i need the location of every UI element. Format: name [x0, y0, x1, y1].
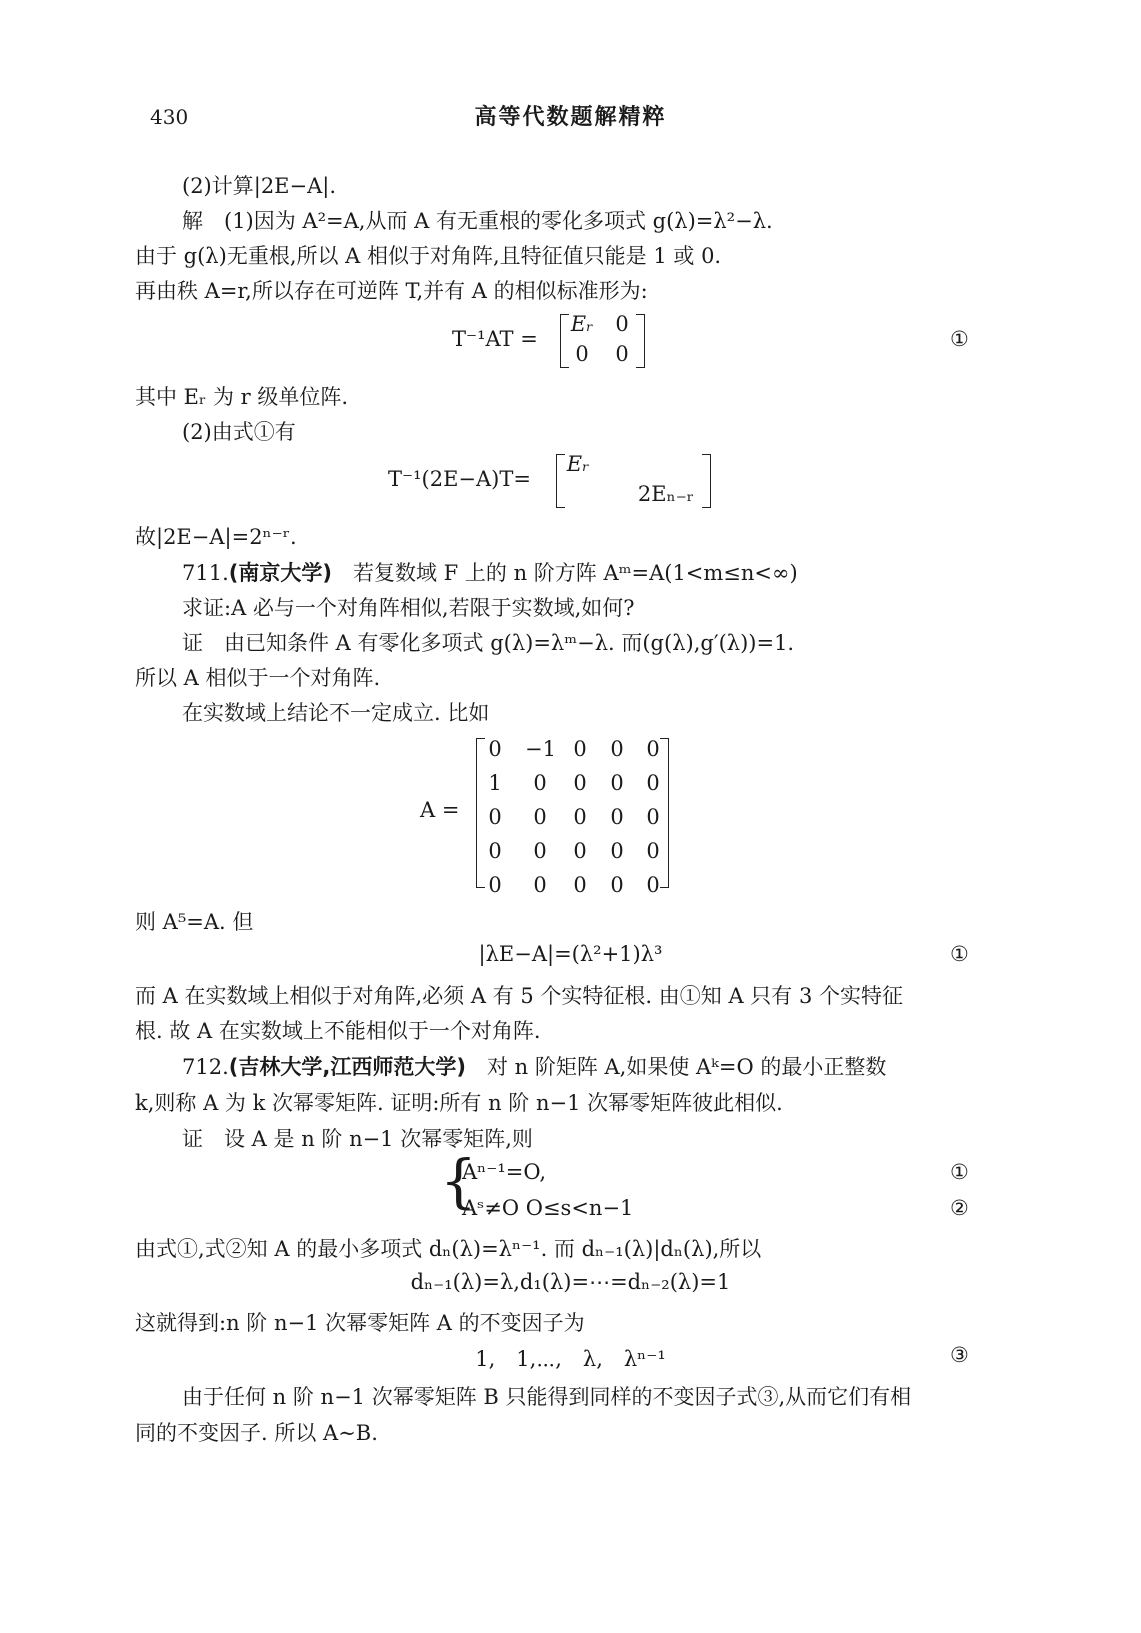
text-line: k,则称 A 为 k 次幂零矩阵. 证明:所有 n 阶 n−1 次幂零矩阵彼此相似. [135, 1091, 783, 1115]
equation-number: ① [950, 942, 969, 966]
matrix-right-bracket [636, 314, 645, 368]
text-line: 这就得到:n 阶 n−1 次幂零矩阵 A 的不变因子为 [135, 1311, 585, 1335]
text-line: 求证:A 必与一个对角阵相似,若限于实数域,如何? [182, 596, 635, 620]
matrix-cell: 0 [533, 805, 547, 829]
matrix-cell: 0 [610, 737, 624, 761]
problem-number: 711. [182, 561, 229, 585]
matrix-cell: 0 [646, 737, 660, 761]
equation-2 [388, 452, 718, 510]
equation-number: ① [950, 1160, 969, 1184]
matrix-cell: 0 [610, 805, 624, 829]
matrix-cell: 0 [573, 873, 587, 897]
matrix-cell: 0 [533, 771, 547, 795]
problem-source: (吉林大学,江西师范大学) [228, 1055, 466, 1079]
equation-number: ① [950, 327, 969, 351]
matrix-cell: 0 [615, 342, 629, 366]
equation-4: |λE−A|=(λ²+1)λ³ [478, 942, 663, 966]
text-line: 由于任何 n 阶 n−1 次幂零矩阵 B 只能得到同样的不变因子式③,从而它们有相 [182, 1385, 912, 1409]
matrix-cell: 0 [573, 771, 587, 795]
matrix-cell: 0 [610, 771, 624, 795]
problem-statement: 若复数域 F 上的 n 阶方阵 Aᵐ=A(1<m≤n<∞) [352, 561, 798, 585]
matrix-cell: 1 [488, 771, 502, 795]
equation-3 [420, 735, 680, 895]
matrix-cell: 0 [610, 873, 624, 897]
problem-712-line [182, 1051, 886, 1081]
matrix-right-bracket [702, 454, 711, 508]
text-line: 由式①,式②知 A 的最小多项式 dₙ(λ)=λⁿ⁻¹. 而 dₙ₋₁(λ)|dₙ(λ),所以 [135, 1237, 762, 1261]
equation-1 [452, 312, 652, 370]
matrix-cell: 0 [646, 873, 660, 897]
text-line: 而 A 在实数域上相似于对角阵,必须 A 有 5 个实特征根. 由①知 A 只有 3 个实特征 [135, 984, 903, 1008]
text-line: 证 由已知条件 A 有零化多项式 g(λ)=λᵐ−λ. 而(g(λ),g′(λ))=1. [182, 631, 795, 655]
matrix-cell: 2Eₙ₋ᵣ [637, 482, 695, 506]
matrix-cell: −1 [525, 737, 556, 761]
matrix-cell: 0 [573, 737, 587, 761]
equation-lhs: T⁻¹(2E−A)T= [388, 467, 531, 491]
problem-number: 712. [182, 1055, 229, 1079]
text-line: 再由秩 A=r,所以存在可逆阵 T,并有 A 的相似标准形为: [135, 279, 648, 303]
text-line: 在实数域上结论不一定成立. 比如 [182, 701, 490, 725]
system-brace: { [440, 1147, 477, 1215]
matrix-cell: 0 [488, 805, 502, 829]
equation-lhs: A = [420, 798, 460, 822]
text-line: 解 (1)因为 A²=A,从而 A 有无重根的零化多项式 g(λ)=λ²−λ. [182, 209, 773, 233]
equation-5: dₙ₋₁(λ)=λ,d₁(λ)=⋯=dₙ₋₂(λ)=1 [410, 1270, 731, 1294]
equation-6: 1, 1,⋯, λ, λⁿ⁻¹ [475, 1347, 666, 1371]
page-number: 430 [150, 105, 189, 129]
text-line: 则 A⁵=A. 但 [135, 910, 254, 934]
matrix-cell: 0 [488, 737, 502, 761]
problem-711-line [182, 557, 798, 587]
matrix-cell: 0 [533, 839, 547, 863]
text-line: 同的不变因子. 所以 A∼B. [135, 1421, 378, 1445]
text-line: 证 设 A 是 n 阶 n−1 次幂零矩阵,则 [182, 1127, 533, 1151]
problem-statement: 对 n 阶矩阵 A,如果使 Aᵏ=O 的最小正整数 [486, 1055, 887, 1079]
matrix-cell: 0 [646, 805, 660, 829]
matrix-cell: 0 [575, 342, 589, 366]
text-line: 故|2E−A|=2ⁿ⁻ʳ. [135, 525, 297, 549]
matrix-cell: 0 [573, 839, 587, 863]
running-header-title: 高等代数题解精粹 [474, 105, 667, 130]
text-line: 由于 g(λ)无重根,所以 A 相似于对角阵,且特征值只能是 1 或 0. [135, 244, 722, 268]
matrix-cell: 0 [533, 873, 547, 897]
text-line: 其中 Eᵣ 为 r 级单位阵. [135, 385, 349, 409]
matrix-cell: 0 [573, 805, 587, 829]
equation-number: ③ [950, 1343, 969, 1367]
equation-lhs: T⁻¹AT = [452, 327, 538, 351]
matrix-cell: 0 [488, 873, 502, 897]
problem-source: (南京大学) [228, 561, 332, 585]
text-line: 所以 A 相似于一个对角阵. [135, 666, 381, 690]
matrix-cell: 0 [646, 771, 660, 795]
text-line: (2)计算|2E−A|. [182, 174, 337, 198]
matrix-cell: 0 [615, 312, 629, 336]
matrix-cell: 0 [488, 839, 502, 863]
matrix-cell: 0 [610, 839, 624, 863]
matrix-cell: Eᵣ [570, 312, 594, 336]
matrix-right-bracket [660, 738, 669, 888]
text-line: (2)由式①有 [182, 420, 296, 444]
matrix-cell: Eᵣ [566, 452, 590, 476]
system-line-1: Aⁿ⁻¹=O, [462, 1160, 547, 1184]
text-line: 根. 故 A 在实数域上不能相似于一个对角阵. [135, 1019, 541, 1043]
system-line-2: Aˢ≠O O≤s<n−1 [462, 1196, 634, 1220]
equation-number: ② [950, 1196, 969, 1220]
matrix-cell: 0 [646, 839, 660, 863]
